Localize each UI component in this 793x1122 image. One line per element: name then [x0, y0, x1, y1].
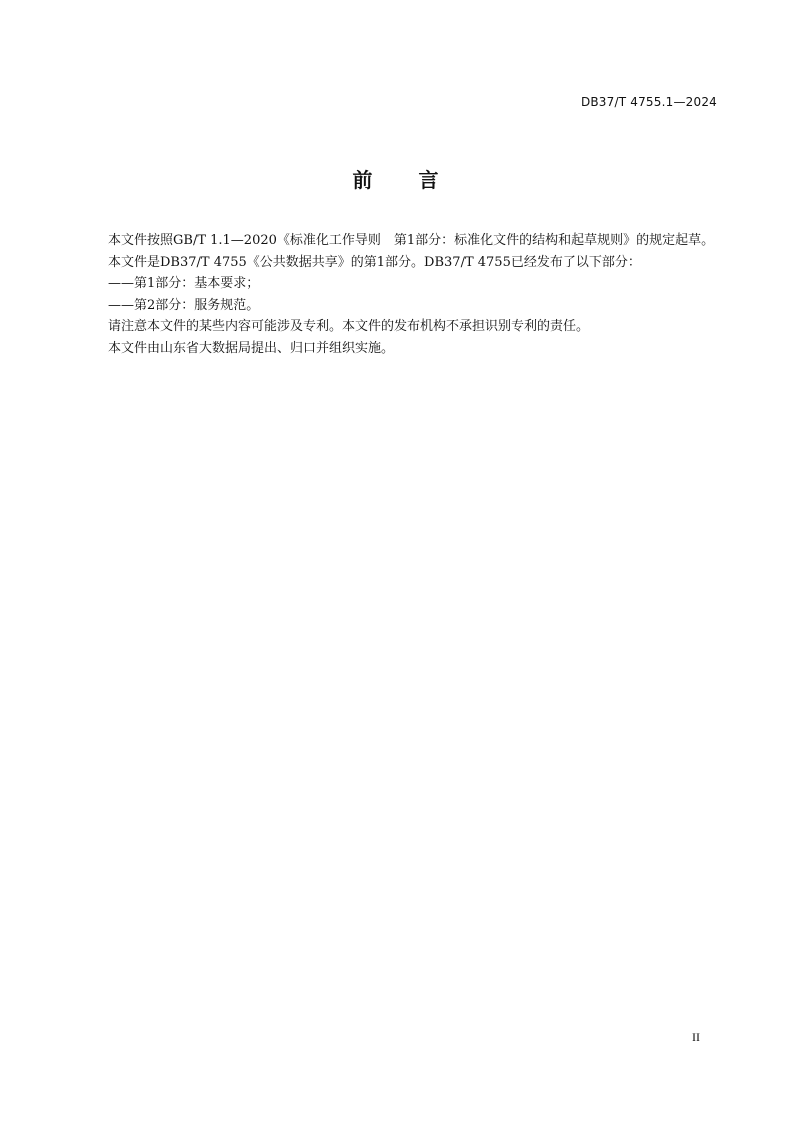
page-number: II [692, 1030, 700, 1044]
paragraph-drafting-rules: 本文件按照GB/T 1.1—2020《标准化工作导则 第1部分：标准化文件的结构和起草规则》的规定起草。 [108, 233, 715, 248]
list-item-part-2: ——第2部分：服务规范。 [108, 297, 260, 313]
page-title-char-2: 言 [418, 168, 441, 192]
list-item-part-1: ——第1部分：基本要求； [108, 276, 260, 291]
paragraph-patent-notice: 请注意本文件的某些内容可能涉及专利。本文件的发布机构不承担识别专利的责任。 [108, 319, 590, 334]
foreword-body [82, 230, 718, 359]
page-title [0, 164, 793, 193]
paragraph-proposer: 本文件由山东省大数据局提出、归口并组织实施。 [108, 340, 395, 356]
page-title-char-1: 前 [352, 168, 375, 192]
document-code: DB37/T 4755.1—2024 [580, 95, 717, 109]
paragraph-parts-intro: 本文件是DB37/T 4755《公共数据共享》的第1部分。DB37/T 4755已经发布了以下部分： [108, 254, 641, 270]
